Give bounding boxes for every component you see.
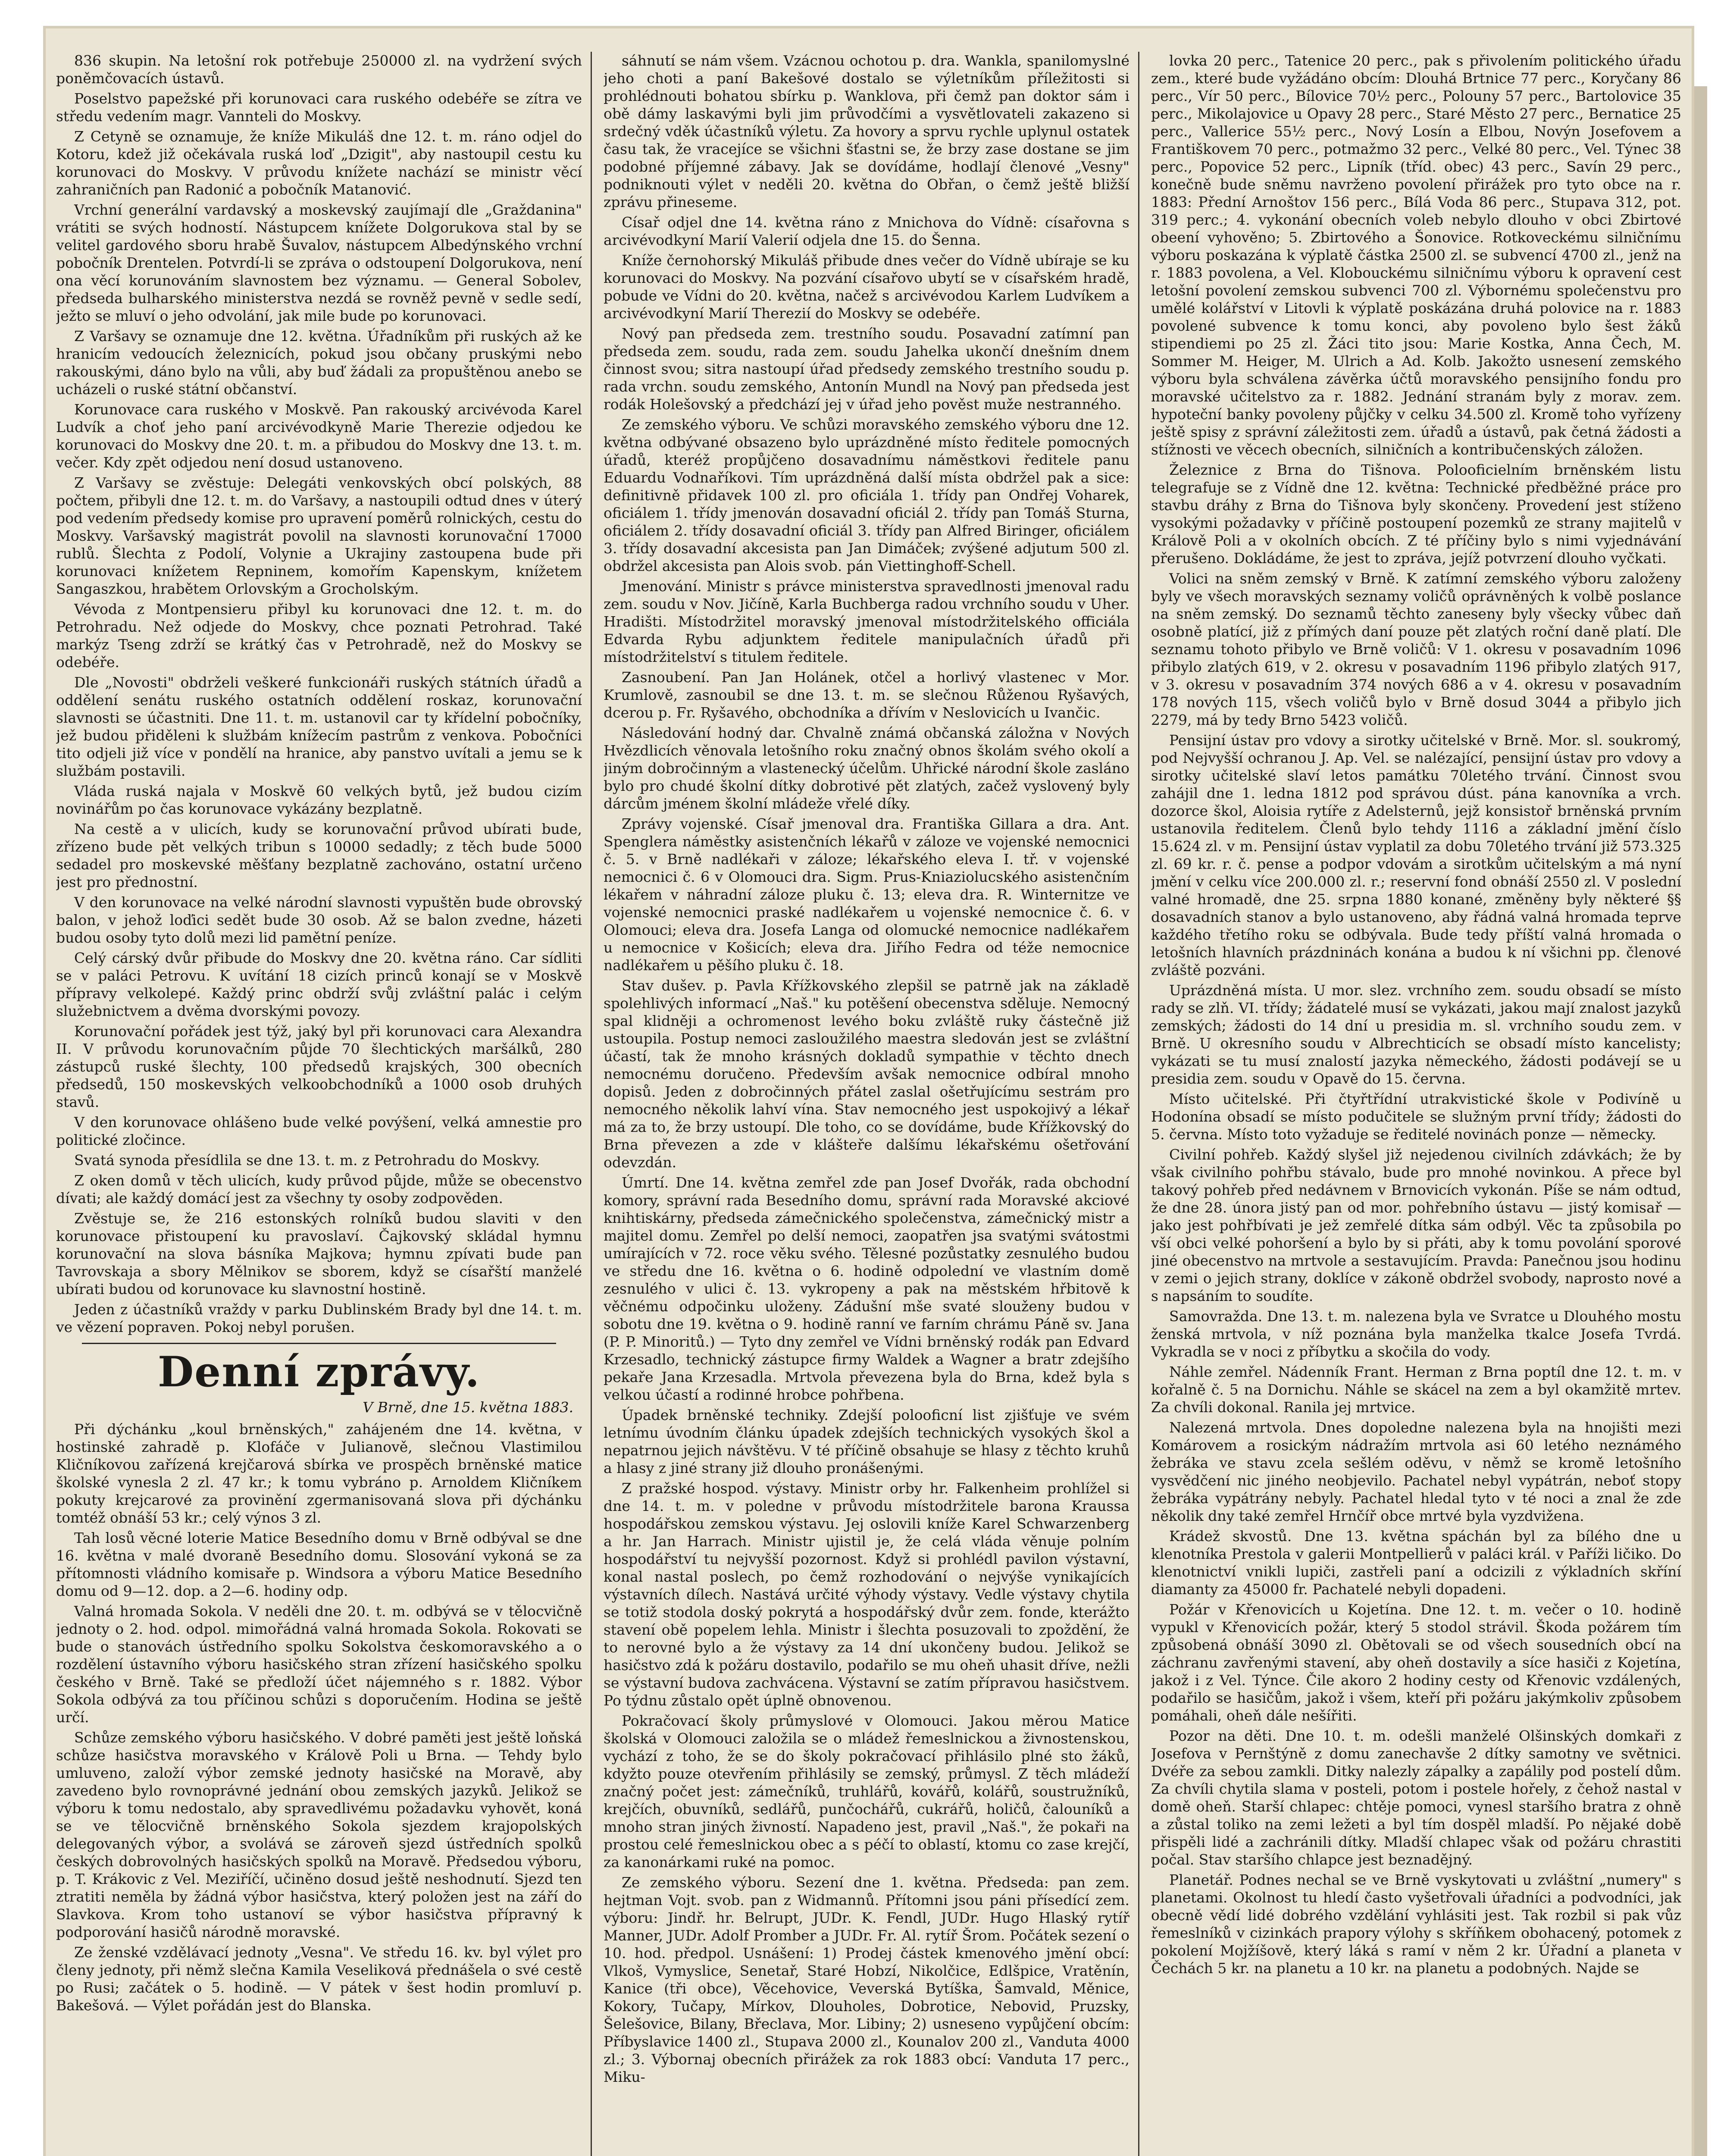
article-paragraph: Vévoda z Montpensieru přibyl ku korunovaci dne 12. t. m. do Petrohradu. Než odjede do Moskvy, chce poznati Petrohrad. Také markýz Tseng zdrží se krátký čas v Petrohradě, než do Moskvy se odebéře. [56,601,582,671]
article-paragraph: Kníže černohorský Mikuláš přibude dnes večer do Vídně ubíraje se ku korunovaci do Moskvy. Na pozvání císařovo ubytí se v císařském hradě, pobude ve Vídni do 20. května, načež s arcivévodou Karlem Ludvíkem a arcivévodkyní Marií Therezií do Moskvy se odebéře. [604,252,1129,322]
article-paragraph: Z Varšavy se zvěstuje: Delegáti venkovských obcí polských, 88 počtem, přibyli dne 12. t. m. do Varšavy, a nastoupili odtud dnes v úterý pod vedením předsedy komise pro upravení poměrů rolnických, cestu do Moskvy. Varšavský magistrát povolil na slavnosti korunovační 17000 rublů. Šlechta z Podolí, Volynie a Ukrajiny zastoupena bude při korunovaci knížetem Repninem, komořím Kapenskym, knížetem Sangaszkou, hrabětem Orlovským a Grocholským. [56,474,582,597]
article-paragraph: Pozor na děti. Dne 10. t. m. odešli manželé Olšinských domkaři z Josefova v Pernštýně z domu zanechavše 2 dítky samotny ve světnici. Dvéře za sebou zamkli. Ditky nalezly zápalky a zapálily pod postelí dům. Za chvíli chytila slama v posteli, potom i postele hořely, z čehož nastal v domě oheň. Starší chlapec: chtěje pomoci, vynesl staršího bratra z ohně a zůstal toliko na zemi ležeti a byl tím dospěl mladší. Po nějaké době přispěli lidé a zachránili dítky. Mladší chlapec však od požáru chrastiti počal. Stav staršího chlapce jest beznadějný. [1151,1727,1681,1868]
article-paragraph: Při dýchánku „koul brněnských," zahájeném dne 14. května, v hostinské zahradě p. Klofáče v Julianově, slečnou Vlastimilou Kličníkovou zařízená krejčarová sbírka ve prospěch brněnské matice školské vynesla 2 zl. 47 kr.; k tomu vybráno p. Arnoldem Kličníkem pokuty krejcarové za provinění zgermanisovaná slova při dýchánku tomtéž obnáší 53 kr.; celý výnos 3 zl. [56,1421,582,1526]
article-paragraph: Na cestě a v ulicích, kudy se korunovační průvod ubírati bude, zřízeno bude pět velkých tribun s 10000 sedadly; z těch bude 5000 sedadel pro moskevské měšťany bezplatně zachováno, ostatní určeno jest pro přednostní. [56,821,582,890]
article-paragraph: 836 skupin. Na letošní rok potřebuje 250000 zl. na vydržení svých poněmčovacích ústavů. [56,52,582,87]
column-divider [591,52,592,2156]
article-paragraph: Jmenování. Ministr s právce ministerstva spravedlnosti jmenoval radu zem. soudu v Nov. Jičíně, Karla Buchberga radou vrchního soudu v Uher. Hradišti. Místodržitel moravský jmenoval místodržitelského officiála Edvarda Rybu adjunktem ředitele manipulačních úřadů při místodržitelství s titulem ředitele. [604,578,1129,665]
article-paragraph: Vrchní generální vardavský a moskevský zaujímají dle „Graždanina" vrátiti se svých hodností. Nástupcem knížete Dolgorukova stal by se velitel gardového sboru hrabě Šuvalov, nástupcem Albedýnského vrchní pobočník Drentelen. Potvrdí-li se zpráva o odstoupení Dolgorukova, není ona věcí korunováním slavnostem bez významu. — General Sobolev, předseda bulharského ministerstva nezdá se rovněž pevně v sedle sedí, ježto se mluví o jeho odvolání, jak mile bude po korunovaci. [56,201,582,324]
article-paragraph: Svatá synoda přesídlila se dne 13. t. m. z Petrohradu do Moskvy. [74,1152,540,1169]
article-paragraph: Požár v Křenovicích u Kojetína. Dne 12. t. m. večer o 10. hodině vypukl v Křenovicích požár, který 5 stodol strávil. Škoda požárem tím způsobená obnáší 3090 zl. Obětovali se od všech sousedních obcí na záchranu zavřenými stavení, aby oheň dostavily a síce hasiči z Kojetína, jakož i z Vel. Týnce. Čile akoro 2 hodiny cesty od Křenovic vzdálených, podařilo se hasičům, jakož i všem, kteří při požáru jakýmkoliv způsobem pomáhali, oheň dále nešířiti. [1151,1601,1681,1724]
article-paragraph: Ze zemského výboru. Ve schůzi moravského zemského výboru dne 12. května odbývané obsazeno bylo uprázdněné místo ředitele pomocných úřadů, kteréž propůjčeno dosavadnímu náměstkovi ředitele panu Eduardu Vodnaříkovi. Tím uprázdněná další místa obdržel pak a sice: definitivně přidavek 100 zl. pro oficiála 1. třídy pan Ondřej Voharek, oficiálem 1. třídy jmenován dosavadní oficiál 2. třídy pan Tomáš Sturna, oficiálem 2. třídy dosavadní oficiál 3. třídy pan Alfred Biringer, oficiálem 3. třídy dosavadní akcesista pan Jan Dimáček; zvýšené adjutum 500 zl. obdržel akcesista pan Alois svob. pán Viettinghoff-Schell. [604,416,1129,574]
article-paragraph: Jeden z účastníků vraždy v parku Dublinském Brady byl dne 14. t. m. ve vězení popraven. Pokoj nebyl porušen. [56,1301,582,1335]
article-paragraph: sáhnutí se nám všem. Vzácnou ochotou p. dra. Wankla, spanilomyslné jeho choti a paní Bakešové dostalo se výletníkům příležitosti si prohlédnouti bohatou sbírku p. Wanklova, při čemž pan doktor sám i obě dámy laskavými byli jim průvodčími a vysvětlovateli zakazeno si srdečný vděk účastníků výletu. Za hovory a sprvu rychle uplynul ostatek času tak, že vracejíce se všichni šťastni se, že brzy zase dostane se jim podobné příjemné zábavy. Jak se dovídáme, hodlají členové „Vesny" podniknouti výlet v neděli 20. května do Obřan, o čemž ještě bližší zprávu přineseme. [604,52,1129,210]
article-paragraph: Zprávy vojenské. Císař jmenoval dra. Františka Gillara a dra. Ant. Spenglera náměstky asistenčních lékařů v záloze ve vojenské nemocnici č. 5. v Brně nadlékaři v záloze; lékařského eleva I. tř. v vojenské nemocnici č. 6 v Olomouci dra. Sigm. Prus-Kniaziolucského asistenčním lékařem v náhradní záloze pluku č. 13; eleva dra. R. Winternitze ve vojenské nemocnici praské nadlékařem u vojenské nemocnice č. 6. v Olomouci; eleva dra. Josefa Langa od olomucké nemocnice nadlékařem u nemocnice v Košicích; eleva dra. Jiřího Fedra od téže nemocnice nadlékařem u pěšího pluku č. 18. [604,815,1129,974]
article-paragraph: Zasnoubení. Pan Jan Holánek, otčel a horlivý vlastenec v Mor. Krumlově, zasnoubil se dne 13. t. m. se slečnou Růženou Ryšavých, dcerou p. Fr. Ryšavého, obchodníka a dřívím v Neslovicích u Ivančic. [604,669,1129,721]
article-paragraph: Náhle zemřel. Nádenník Frant. Herman z Brna poptíl dne 12. t. m. v kořalně č. 5 na Dornichu. Náhle se skácel na zem a byl okamžitě mrtev. Za chvíli dokonal. Ranila jej mrtvice. [1151,1363,1681,1416]
article-paragraph: Planetář. Podnes nechal se ve Brně vyskytovati u zvláštní „numery" s planetami. Okolnost tu hledí často vyšetřovali úřadníci a podvodníci, jak obecně vědí lidé dobrého vzdělání vyhlásiti jest. Tak rozbil si pak vůz řemeslníků v cizinkách prapory výlohy s skříňkem obohacený, potomek z pokolení Mojžíšově, který láká s ramí v něm 2 kr. Úřadní a planeta v Čechách 5 kr. na planetu a 10 kr. na planetu a podobných. Najde se [1151,1871,1681,1977]
dateline: V Brně, dne 15. května 1883. [363,1399,573,1416]
section-title: Denní zprávy. [157,1348,481,1396]
article-paragraph: Pensijní ústav pro vdovy a sirotky učitelské v Brně. Mor. sl. soukromý, pod Nejvyšší ochranou J. Ap. Vel. se nalézající, pensijní ústav pro vdovy a sirotky učitelské slaví letos památku 70letého trvání. Činnost svou zahájil dne 1. ledna 1812 pod správou dúst. pána kanovníka a vrch. dozorce škol, Aloisia rytíře z Adelsternů, jejž konsistoř brněnská prvním ustanovila ředitelem. Členů bylo tehdy 1116 a základní jmění číslo 15.624 zl. v m. Pensijní ústav vyplatil za dobu 70letého trvání již 573.325 zl. 69 kr. r. č. pense a podpor vdovám a sirotkům učitelským a má nyní jmění v celku více 200.000 zl. r.; reservní fond obnáší 2550 zl. V poslední valné hromadě, dne 25. srpna 1880 konané, změněny byly některé §§ dosavadních stanov a bylo ustanoveno, aby řádná valná hromada teprve každého třetího roku se odbývala. Bude tedy příští valná hromada o letošních hlavních prázdninách konána a budou k ní všichni pp. členové zvláště pozváni. [1151,732,1681,978]
article-paragraph: Ze ženské vzdělávací jednoty „Vesna". Ve středu 16. kv. byl výlet pro členy jednoty, při němž slečna Kamila Veseliková přednášela o své cestě po Rusi; začátek o 5. hodině. — V pátek v šest hodin promluví p. Bakešová. — Výlet pořádán jest do Blanska. [56,1944,582,2014]
article-paragraph: Tah losů věcné loterie Matice Besedního domu v Brně odbýval se dne 16. května v malé dvoraně Besedního domu. Slosování vykoná se za přítomnosti vládního komisaře p. Windsora a výboru Matice Besedního domu od 9—12. dop. a 2—6. hodiny odp. [56,1529,582,1599]
article-paragraph: Zvěstuje se, že 216 estonských rolníků budou slaviti v den korunovace přistoupení ku pravoslaví. Čajkovský skládal hymnu korunovační na slova básníka Majkova; hymnu zpívati bude pan Tavrovskaja a sbory Mělnikov se sborem, když se císařští manželé ubírati budou od korunovace ku slavnostní hostině. [56,1210,582,1297]
article-paragraph: Celý cárský dvůr přibude do Moskvy dne 20. května ráno. Car sídliti se v paláci Petrovu. K uvítání 18 cizích princů konají se v Moskvě přípravy velkolepé. Každý princ obdrží svůj zvláštní palác i celým služebnictvem a dvěma dvorskými povozy. [56,950,582,1019]
article-paragraph: Krádež skvostů. Dne 13. května spáchán byl za bílého dne u klenotníka Prestola v galerii Montpellierů v paláci král. v Paříži ličiko. Do klenotnictví vnikli lupiči, zastřeli paní a odcizili z výkladních skříní diamanty za 45000 fr. Pachatelé nebyli dopadeni. [1151,1528,1681,1598]
article-paragraph: Samovražda. Dne 13. t. m. nalezena byla ve Svratce u Dlouhého mostu ženská mrtvola, v níž poznána byla manželka tkalce Josefa Tvrdá. Vykradla se v noci z příbytku a skočila do vody. [1151,1308,1681,1360]
article-paragraph: Císař odjel dne 14. května ráno z Mnichova do Vídně: císařovna s arcivévodkyní Marií Valerií odjela dne 15. do Šenna. [604,214,1129,248]
article-paragraph: Železnice z Brna do Tišnova. Polooficielním brněnském listu telegrafuje se z Vídně dne 12. května: Technické předběžné práce pro stavbu dráhy z Brna do Tišnova byly skončeny. Provedení jest stíženo vysokými požadavky v příčině postoupení pozemků ze strany majitelů v Králově Poli a v okolních obcích. Z té příčiny bylo s nimi vyjednávání přerušeno. Dokládáme, že jest to zpráva, jejíž potvrzení dlouho vyčkati. [1151,461,1681,567]
article-paragraph: Nalezená mrtvola. Dnes dopoledne nalezena byla na hnojišti mezi Komárovem a rosickým nádražím mrtvola asi 60 letého neznámého žebráka ve stavu zcela sešlém oděvu, v němž se kromě letošního vysvědčení nic jiného neobjevilo. Pachatel nebyl vypátrán, neboť stopy žebráka vypátrány nebyly. Pachatel hledal tyto v té noci a znal že zde několik dny také zemřel Hrnčíř obce mrtvé byla vyzdvižena. [1151,1419,1681,1524]
article-paragraph: Úmrtí. Dne 14. května zemřel zde pan Josef Dvořák, rada obchodní komory, správní rada Besedního domu, správní rada Moravské akciové knihtiskárny, předseda zámečnického společenstva, zámečnický mistr a majitel domu. Zemřel po delší nemoci, zaopatřen jsa svatými svátostmi umírajících v 72. roce věku svého. Tělesné pozůstatky zesnulého budou ve středu dne 16. května o 6. hodině odpolední ve vlastním domě zesnulého v ulici č. 13. vykropeny a pak na městském hřbitově k věčnému odpočinku uloženy. Zádušní mše svaté slouženy budou v sobotu dne 19. května o 9. hodině ranní ve farním chrámu Páně sv. Jana (P. P. Minoritů.) — Tyto dny zemřel ve Vídni brněnský rodák pan Edvard Krzesadlo, technický zástupce firmy Waldek a Wagner a bratr zdejšího pekaře Jana Krzesadla. Mrtvola převezena byla do Brna, kdež byla s velkou účastí a rodinné hrobce pohřbena. [604,1174,1129,1403]
article-paragraph: Korunovace cara ruského v Moskvě. Pan rakouský arcivévoda Karel Ludvík a choť jeho paní arcivévodkyně Marie Therezie odjedou ke korunovaci do Moskvy dne 20. t. m. a přibudou do Moskvy dne 13. t. m. večer. Kdy zpět odjedou není dosud ustanoveno. [56,401,582,471]
column-divider [1138,52,1139,2156]
article-paragraph: Stav dušev. p. Pavla Křížkovského zlepšil se patrně jak na základě spolehlivých informací „Naš." ku potěšení obecenstva sděluje. Nemocný spal klidněji a ochromenost levého boku zvláště ruky částečně již ustoupila. Postup nemoci zasloužilého maestra sledován jest se zvláštní účastí, tak že mnoho krásných dokladů sympathie v těchto dnech nemocnému doručeno. Především avšak nemocnice odbíral mnoho dopisů. Jeden z dobročinných přátel zaslal ošetřujícímu sestrám pro nemocného několik lahví vína. Stav nemocného jest uspokojivý a lékař má za to, že brzy ustoupí. Dle toho, co se dovídáme, bude Křížkovský do Brna převezen a zde v klášteře dalšímu lékařskému ošetřování odevzdán. [604,977,1129,1171]
article-paragraph: V den korunovace ohlášeno bude velké povýšení, velká amnestie pro politické zločince. [56,1114,582,1148]
article-paragraph: Vláda ruská najala v Moskvě 60 velkých bytů, jež budou cizím novinářům po čas korunovace vykázány bezplatně. [56,783,582,817]
article-paragraph: Dle „Novosti" obdrželi veškeré funkcionáři ruských státních úřadů a oddělení senátu ruského ostatních oddělení roskaz, korunovační slavnosti se účastniti. Dne 11. t. m. ustanovil car ty křídelní pobočníky, jež budou přiděleni k službám knížecím pastrům z venkova. Pobočníci tito odjeli již více v pondělí na hranice, aby panstvo uvítali a jemu se k službám postavili. [56,674,582,779]
page-edge [1694,86,1707,2156]
article-paragraph: Nový pan předseda zem. trestního soudu. Posavadní zatímní pan předseda zem. soudu, rada zem. soudu Jahelka ukončí dnešním dnem činnost svou; sitra nastoupí úřad předsedy zemského trestního soudu p. rada vrchn. soudu zemského, Antonín Mundl na Nový pan předseda jest rodák Holešovský a předchází jej v úřad jeho pověst muže nestranného. [604,325,1129,413]
article-paragraph: Následování hodný dar. Chvalně známá občanská záložna v Nových Hvězdlicích věnovala letošního roku značný obnos školám svého okolí a jiným dobročinným a vlastenecký účelům. Uhřické národní škole zasláno bylo pro chudé školní dítky dobrotivé pět zlatých, začež vyslovený byly dárcům jménem školní mládeže vřelé díky. [604,724,1129,812]
article-paragraph: Poselstvo papežské při korunovaci cara ruského odebéře se zítra ve středu vedením magr. Vannteli do Moskvy. [56,90,582,125]
column-left [56,52,582,2156]
newspaper-page [43,26,1694,2156]
article-paragraph: Pokračovací školy průmyslové v Olomouci. Jakou měrou Matice školská v Olomouci založila se o mládež řemeslnickou a živnostenskou, vychází z toho, že se do školy pokračovací přihlásilo plné sto žáků, kdyžto pouze otevřením přihlásily se zemský, průmysl. Z těch mládeží značný počet jest: zámečníků, truhlářů, kovářů, kolářů, soustružníků, krejčích, obuvníků, sedlářů, punčochářů, cukrářů, holičů, čalouníků a mnoho stran jiných živností. Napadeno jest, pravil „Naš.", že pokaři na prostou celé řemeslnickou obec a s péčí to oblastí, ktomu co zase krejčí, za kanonárkami ruké na pomoc. [604,1712,1129,1871]
article-paragraph: Valná hromada Sokola. V neděli dne 20. t. m. odbývá se v tělocvičně jednoty o 2. hod. odpol. mimořádná valná hromada Sokola. Rokovati se bude o stanovách ústředního spolku Sokolstva českomoravského a o rozdělení ústavního výboru hasičského stran zřízení hasičského spolku českého v Brně. Také se předloží účet nájemného s r. 1882. Výbor Sokola odbývá za tou příčinou schůzi s doporučením. Hodina se ještě určí. [56,1603,582,1726]
article-paragraph: Ze zemského výboru. Sezení dne 1. května. Předseda: pan zem. hejtman Vojt. svob. pan z Widmannů. Přítomni jsou páni přísedící zem. výboru: Jindř. hr. Belrupt, JUDr. K. Fendl, JUDr. Hugo Hlaský rytíř Manner, JUDr. Adolf Promber a JUDr. Fr. Al. rytíř Šrom. Počátek sezení o 10. hod. předpol. Usnášení: 1) Prodej částek kmenového jmění obcí: Vlkoš, Vymyslice, Senetař, Staré Hobzí, Nikolčice, Edlšpice, Vratěnín, Kanice (tři obce), Věcehovice, Veverská Bytíška, Šamvald, Měnice, Kokory, Tučapy, Mírkov, Dlouholes, Dobrotice, Nebovid, Pruzsky, Šelešovice, Bilany, Břeclava, Mor. Libiny; 2) usneseno vypůjčení obcím: Příbyslavice 1400 zl., Stupava 2000 zl., Kounalov 200 zl., Vanduta 4000 zl.; 3. Výbornaj obecních přirážek za rok 1883 obcí: Vanduta 17 perc., Miku- [604,1874,1129,2085]
article-paragraph: Schůze zemského výboru hasičského. V dobré paměti jest ještě loňská schůze hasičstva moravského v Králově Poli u Brna. — Tehdy bylo umluveno, založí výbor zemské jednoty hasičské na Moravě, aby zavedeno bylo rovnoprávné jednání obou zemských jazyků. Jelikož se výboru k tomu nedostalo, aby spravedlivému požadavku vyhovět, koná se ve tělocvičně brněnského Sokola sjezdem krajopolských delegovaných výbor, a svolává se zároveň sjezd ústředních spolků českých dobrovolných hasičských spolků na Moravě. Předsedou výboru, p. T. Krákovic z Vel. Meziříčí, učiněno dosud ještě neshodnutí. Sjezd ten ztratiti neměla by žádná výbor hasičstva, který položen jest na září do Slavkova. Krom toho ustanoví se výbor hasičstva přípravný k podporování hasičů národně moravské. [56,1729,582,1940]
article-paragraph: Civilní pohřeb. Každý slyšel již nejedenou civilních zdávkách; že by však civilního pohřbu stávalo, bude pro mnohé novinkou. A přece byl takový pohřeb před nedávnem v Brnovicích vykonán. Píše se nám odtud, že dne 28. února jistý pan od mor. pohřebního ústavu — jistý komisař — jako jest pohřbívati je jež zemřelé dítka sám odbýl. Věc ta způsobila po vší obci velké pohoršení a bylo by si přáti, aby k tomu povolání sporové jiné obecenstvo na mrtvole a sestavujícím. Pravda: Panečnou jsou hodinu v zemi o jejich strany, doklíce v zákoně obdržel svobody, naprosto nové a s napsáním to soudíte. [1151,1146,1681,1304]
column-middle [604,52,1129,2156]
article-paragraph: Úpadek brněnské techniky. Zdejší polooficní list zjišťuje ve svém letnímu úvodním článku úpadek zdejších technických vysokých škol a nepatrnou jejich návštěvu. V té příčině obsahuje se hlasy z těchto kruhů a hlasy z jiné strany již dlouho pronášenými. [604,1407,1129,1476]
article-paragraph: V den korunovace na velké národní slavnosti vypuštěn bude obrovský balon, v jehož loďici sedět bude 30 osob. Až se balon zvedne, házeti budou osoby tyto dolů mezi lid pamětní peníze. [56,894,582,946]
article-paragraph: Z Cetyně se oznamuje, že kníže Mikuláš dne 12. t. m. ráno odjel do Kotoru, kdež již očekávala ruská loď „Dzigit", aby nastoupil cestu ku korunovaci do Moskvy. V průvodu knížete nachází se ministr věcí zahraničních pan Radonić a pobočník Matanović. [56,128,582,198]
article-paragraph: lovka 20 perc., Tatenice 20 perc., pak s přivolením politického úřadu zem., které bude vyžádáno obcím: Dlouhá Brtnice 77 perc., Koryčany 86 perc., Vír 50 perc., Bílovice 70½ perc., Polouny 57 perc., Bartolovice 35 perc., Mikolajovice u Opavy 28 perc., Staré Město 27 perc., Bernatice 25 perc., Vallerice 55½ perc., Nový Losín a Elbou, Novýn Josefovem a Františkovem 70 perc., potmažmo 32 perc., Velké 80 perc., Vel. Týnec 38 perc., Popovice 52 perc., Lipník (tříd. obec) 43 perc., Savín 29 perc., konečně bude sněmu navrženo povolení přirážek pro tyto obce na r. 1883: Přední Arnoštov 156 perc., Bílá Voda 86 perc., Stupava 312, pot. 319 perc.; 4. vykonání obecních voleb nebylo dlouho v obci Zbirtové obeení vyhověno; 5. Zbirtového a Šonovice. Rotkoveckému silničnímu výboru poskazána k výplatě částka 2500 zl. se subvencí 4700 zl., jenž na r. 1883 povolena, a Vel. Klobouckému silničnímu výboru k opravení cest letošní povolení zemskou subvenci 700 zl. Výbornému společenstvu pro umělé kolářství v Litovli k výplatě poskázána druhá polovice na r. 1883 povolené subvence k tomu konci, aby povoleno bylo šest žáků stipendiemi po 25 zl. Žáci tito jsou: Marie Kostka, Anna Čech, M. Sommer M. Heiger, M. Ulrich a Ad. Kolb. Jakožto usnesení zemského výboru byla schválena závěrka účtů moravského pensijního fondu pro moravské učitelstvo za r. 1882. Jednání stranám byly z morav. zem. hypoteční banky povoleny půjčky v celku 34.500 zl. Kromě toho vyřízeny ještě spisy z správní záležitosti zem. úřadů a ústavů, pak četná žádosti a stížnosti ve věcech obecních, silničních a kontribučenských záložen. [1151,52,1681,458]
article-paragraph: Z pražské hospod. výstavy. Ministr orby hr. Falkenheim prohlížel si dne 14. t. m. v poledne v průvodu místodržitele barona Kraussa hospodářskou zemskou výstavu. Jej oslovili kníže Karel Schwarzenberg a hr. Jan Harrach. Ministr ujistil je, že celá vláda věnuje polním hospodářství tu nejvyšší pozornost. Když si prohlédl pavilon výstavní, konal nastal poslech, po čemž rozhodování o nejvýše vynikajících výstavních dílech. Nastává určité výhody výstavy. Vedle výstavy chytila se totiž stodola doský pokrytá a hospodářský dvůr zem. fonde, kterážto stavení obě popelem lehla. Ministr i šlechta posuzovali to zpoždění, že to nerovné bylo a že výstavy za 14 dní ukončeny budou. Jelikož se hasičstvo zdá k požáru dostavilo, podařilo se mu oheň uhasit dříve, nežli se výstavní budova zachvácena. Výstavní se zatím přípravou hasičstvem. Po týdnu zůstalo opět úplně obnovenou. [604,1480,1129,1709]
article-paragraph: Z oken domů v těch ulicích, kudy průvod půjde, může se obecenstvo dívati; ale každý domácí jest za všechny ty osoby zodpověden. [56,1172,582,1206]
section-divider [82,1343,556,1344]
article-paragraph: Volici na sněm zemský v Brně. K zatímní zemského výboru založeny byly ve všech moravských seznamy voličů oprávněných k volbě poslance na sněm zemský. Do seznamů těchto zaneseny byly všecky vůbec daň osobně platící, již z přímých daní pouze pět zlatých roční daně platí. Dle seznamu tohoto přibylo ve Brně voličů: V 1. okresu v posavadním 1096 přibylo zlatých 619, v 2. okresu v posavadním 1196 přibylo zlatých 917, v 3. okresu v posavadním 374 nových 686 a v 4. okresu v posavadním 178 nových 115, všech voličů bylo v Brně dosud 3044 a přibylo jich 2279, má by tedy Brno 5423 voličů. [1151,570,1681,728]
article-paragraph: Z Varšavy se oznamuje dne 12. května. Úřadníkům při ruských až ke hranicím vedoucích železnicích, pokud jsou občany pruskými nebo rakouskými, dáno bylo na vůli, aby buď žádali za propuštěnou anebo se ucházeli o ruské státní občanství. [56,328,582,398]
article-paragraph: Místo učitelské. Při čtyřtřídní utrakvistické škole v Podivíně u Hodonína obsadí se místo podučitele se služným první třídy; žádosti do 5. června. Místo toto vyžaduje se ředitelé novinách ponze — německy. [1151,1091,1681,1143]
article-paragraph: Uprázdněná místa. U mor. slez. vrchního zem. soudu obsadí se místo rady se zlň. VI. třídy; žádatelé musí se vykázati, jakou mají znalost jazyků zemských; žádosti do 14 dní u presidia m. sl. vrchního soudu zem. v Brně. U okresního soudu v Albrechticích se obsadí místo kancelisty; vykázati se tu musí znalostí jazyka německého, žádosti podávejí se u presidia zem. soudu v Opavě do 15. června. [1151,982,1681,1087]
column-right [1151,52,1681,2156]
article-paragraph: Korunovační pořádek jest týž, jaký byl při korunovaci cara Alexandra II. V průvodu korunovačním půjde 70 šlechtických maršálků, 280 zástupců ruské šlechty, 100 předsedů krajských, 300 obecních předsedů, 150 moskevských velkoobchodníků a 1000 osob druhých stavů. [56,1023,582,1110]
